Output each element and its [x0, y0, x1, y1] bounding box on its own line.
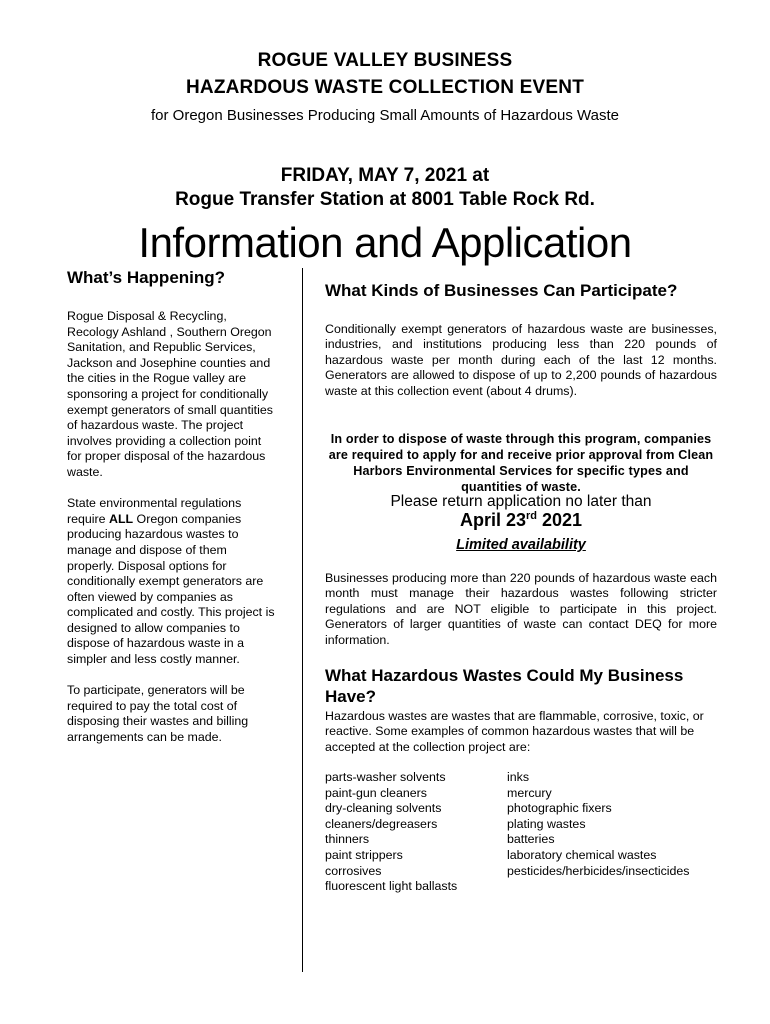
list-item: pesticides/herbicides/insecticides	[507, 863, 690, 878]
larger-generators-body: Businesses producing more than 220 pounds of hazardous waste each month must manage their hazardous wastes following stricter regulations and are NOT eligible to participate in this project. Generators of larger quantities of waste can contact DEQ for more information.	[325, 571, 717, 647]
para2-emphasis: ALL	[109, 511, 134, 526]
kinds-of-businesses-heading: What Kinds of Businesses Can Participate?	[325, 281, 678, 300]
list-item: paint strippers	[325, 847, 403, 862]
event-date: FRIDAY, MAY 7, 2021 at	[280, 165, 490, 186]
list-item: cleaners/degreasers	[325, 816, 438, 831]
limited-availability-note: Limited availability	[456, 537, 586, 553]
left-paragraph-3: To participate, generators will be required to pay the total cost of disposing their wastes and billing arrangements can be made.	[67, 683, 249, 745]
application-deadline	[325, 510, 717, 531]
list-item: paint-gun cleaners	[325, 785, 427, 800]
list-item: corrosives	[325, 863, 382, 878]
title-line-1: ROGUE VALLEY BUSINESS	[257, 50, 513, 71]
whats-happening-heading: What’s Happening?	[67, 268, 226, 287]
para2-text-start: State environmental regulations require	[67, 496, 242, 526]
list-item: laboratory chemical wastes	[507, 847, 657, 862]
left-paragraph-1: Rogue Disposal & Recycling, Recology Ashland , Southern Oregon Sanitation, and Republic Services, Jackson and Josephine counties and the cities in the Rogue valley are sponsoring a project for conditionally exempt generators of small quantities of hazardous waste. The project involves providing a collection point for proper disposal of the hazardous waste.	[67, 309, 273, 479]
list-item: fluorescent light ballasts	[325, 879, 458, 894]
deadline-year: 2021	[536, 510, 583, 530]
kinds-of-businesses-body: Conditionally exempt generators of hazardous waste are businesses, industries, and institutions producing less than 220 pounds of hazardous waste per month during each of the last 12 months. Generators are allowed to dispose of up to 2,200 pounds of hazardous waste at this collection event (about 4 drums).	[325, 322, 717, 398]
list-item: mercury	[507, 785, 552, 800]
list-item: dry-cleaning solvents	[325, 801, 442, 816]
hazardous-wastes-heading: What Hazardous Wastes Could My Business Have?	[325, 666, 684, 706]
waste-list-right	[507, 770, 690, 879]
title-line-2: HAZARDOUS WASTE COLLECTION EVENT	[185, 77, 584, 98]
approval-notice: In order to dispose of waste through this program, companies are required to apply for and receive prior approval from Clean Harbors Environmental Services for specific types and quantities of waste.	[328, 432, 714, 494]
deadline-ordinal: rd	[525, 510, 537, 522]
column-divider	[302, 268, 303, 972]
list-item: batteries	[507, 832, 555, 847]
list-item: inks	[507, 770, 530, 784]
left-paragraph-2	[67, 496, 277, 668]
subtitle: for Oregon Businesses Producing Small Amounts of Hazardous Waste	[150, 107, 619, 124]
return-instruction: Please return application no later than	[390, 493, 652, 510]
hazardous-wastes-body: Hazardous wastes are wastes that are flammable, corrosive, toxic, or reactive. Some examples of common hazardous wastes that will be accepted at the collection project are:	[325, 709, 704, 754]
deadline-date: April 23	[459, 510, 526, 530]
list-item: thinners	[325, 832, 370, 847]
left-column-body	[67, 309, 277, 761]
list-item: plating wastes	[507, 816, 586, 831]
list-item: photographic fixers	[507, 801, 612, 816]
para2-text-end: Oregon companies producing hazardous wastes to manage and dispose of them properly. Disposal options for conditionally exempt generators are often viewed by companies as complicated and costly. This project is designed to allow companies to dispose of hazardous waste in a simpler and less costly manner.	[67, 511, 275, 667]
main-title: Information and Application	[138, 219, 632, 266]
event-location: Rogue Transfer Station at 8001 Table Rock Rd.	[175, 189, 595, 210]
waste-list-left	[325, 770, 457, 895]
list-item: parts-washer solvents	[325, 770, 446, 784]
